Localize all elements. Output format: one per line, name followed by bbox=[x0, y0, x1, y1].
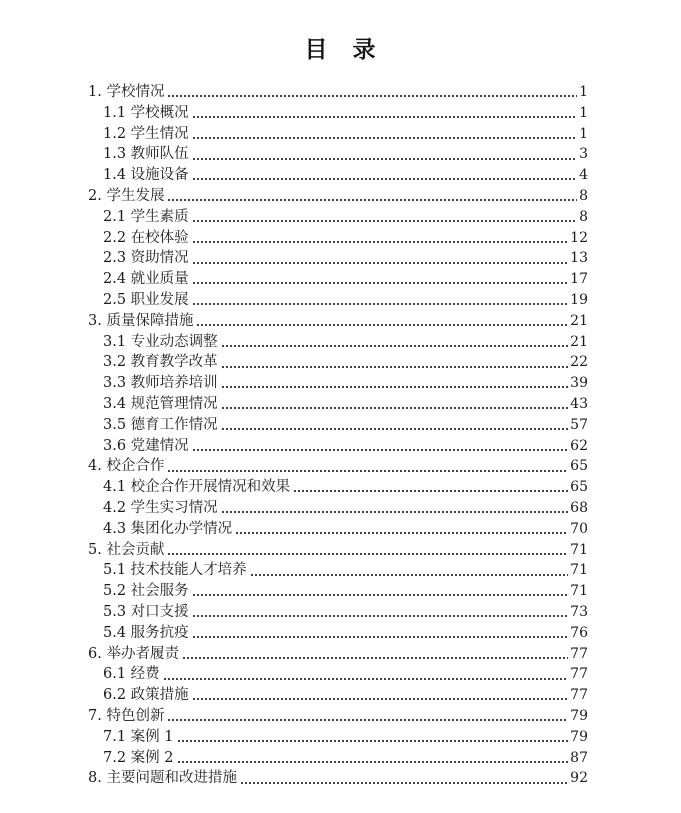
toc-entry-label: 2.5 职业发展 bbox=[103, 291, 189, 308]
toc-entry-label: 2.3 资助情况 bbox=[103, 250, 189, 267]
toc-entry-page: 1 bbox=[579, 125, 588, 142]
toc-entry-page: 43 bbox=[570, 395, 588, 412]
toc-entry-label: 6. 举办者履责 bbox=[88, 645, 179, 662]
toc-list bbox=[88, 82, 588, 789]
toc-entry-8[interactable] bbox=[88, 228, 588, 249]
toc-entry-label: 5.1 技术技能人才培养 bbox=[103, 562, 247, 579]
toc-entry-page: 1 bbox=[579, 84, 588, 100]
toc-entry-label: 5.4 服务抗疫 bbox=[103, 624, 189, 641]
toc-entry-label: 4. 校企合作 bbox=[88, 458, 165, 475]
toc-entry-label: 3.4 规范管理情况 bbox=[103, 395, 218, 412]
toc-entry-13[interactable] bbox=[88, 332, 588, 353]
toc-entry-page: 65 bbox=[570, 479, 588, 496]
dot-leader bbox=[221, 332, 569, 353]
toc-entry-label: 4.1 校企合作开展情况和效果 bbox=[103, 479, 291, 496]
toc-entry-7[interactable] bbox=[88, 207, 588, 228]
toc-entry-page: 70 bbox=[570, 520, 588, 537]
toc-entry-page: 57 bbox=[570, 416, 588, 433]
toc-entry-33[interactable] bbox=[88, 748, 588, 769]
toc-entry-label: 4.2 学生实习情况 bbox=[103, 499, 218, 516]
toc-entry-label: 2. 学生发展 bbox=[88, 187, 165, 204]
toc-entry-page: 4 bbox=[579, 167, 588, 184]
dot-leader bbox=[192, 290, 569, 311]
toc-entry-label: 1. 学校情况 bbox=[88, 84, 165, 100]
dot-leader bbox=[221, 373, 569, 394]
page-title: 目 录 bbox=[304, 36, 377, 63]
toc-entry-29[interactable] bbox=[88, 664, 588, 685]
toc-entry-page: 13 bbox=[570, 250, 588, 267]
dot-leader bbox=[167, 456, 568, 477]
dot-leader bbox=[235, 519, 568, 540]
dot-leader bbox=[192, 602, 569, 623]
toc-entry-6[interactable] bbox=[88, 186, 588, 207]
dot-leader bbox=[177, 727, 569, 748]
toc-entry-4[interactable] bbox=[88, 144, 588, 165]
dot-leader bbox=[221, 394, 569, 415]
toc-entry-31[interactable] bbox=[88, 706, 588, 727]
toc-entry-page: 79 bbox=[570, 728, 588, 745]
toc-entry-14[interactable] bbox=[88, 352, 588, 373]
toc-entry-25[interactable] bbox=[88, 581, 588, 602]
toc-entry-label: 3.6 党建情况 bbox=[103, 437, 189, 454]
dot-leader bbox=[250, 560, 569, 581]
toc-entry-page: 1 bbox=[579, 104, 588, 121]
toc-entry-30[interactable] bbox=[88, 685, 588, 706]
toc-entry-page: 21 bbox=[570, 333, 588, 350]
toc-entry-16[interactable] bbox=[88, 394, 588, 415]
toc-entry-page: 76 bbox=[570, 624, 588, 641]
dot-leader bbox=[293, 477, 568, 498]
dot-leader bbox=[192, 144, 577, 165]
toc-entry-page: 71 bbox=[570, 541, 588, 558]
dot-leader bbox=[221, 352, 569, 373]
dot-leader bbox=[196, 311, 568, 332]
dot-leader bbox=[192, 436, 569, 457]
dot-leader bbox=[221, 415, 569, 436]
toc-entry-page: 77 bbox=[570, 645, 588, 662]
toc-entry-21[interactable] bbox=[88, 498, 588, 519]
toc-entry-page: 8 bbox=[579, 187, 588, 204]
dot-leader bbox=[192, 165, 577, 186]
dot-leader bbox=[192, 248, 569, 269]
dot-leader bbox=[182, 644, 568, 665]
toc-entry-page: 65 bbox=[570, 458, 588, 475]
toc-entry-label: 1.4 设施设备 bbox=[103, 167, 189, 184]
toc-entry-19[interactable] bbox=[88, 456, 588, 477]
toc-entry-24[interactable] bbox=[88, 560, 588, 581]
toc-entry-label: 5. 社会贡献 bbox=[88, 541, 165, 558]
toc-entry-20[interactable] bbox=[88, 477, 588, 498]
toc-entry-15[interactable] bbox=[88, 373, 588, 394]
toc-entry-label: 2.4 就业质量 bbox=[103, 271, 189, 288]
toc-entry-28[interactable] bbox=[88, 644, 588, 665]
dot-leader bbox=[177, 748, 569, 769]
toc-entry-label: 8. 主要问题和改进措施 bbox=[88, 770, 237, 787]
toc-entry-label: 3.3 教师培养培训 bbox=[103, 375, 218, 392]
toc-entry-page: 92 bbox=[570, 770, 588, 787]
toc-entry-page: 39 bbox=[570, 375, 588, 392]
toc-entry-page: 17 bbox=[570, 271, 588, 288]
dot-leader bbox=[221, 498, 569, 519]
toc-entry-label: 5.2 社会服务 bbox=[103, 583, 189, 600]
toc-entry-label: 3. 质量保障措施 bbox=[88, 312, 194, 329]
toc-entry-page: 73 bbox=[570, 603, 588, 620]
toc-entry-11[interactable] bbox=[88, 290, 588, 311]
toc-entry-label: 6.1 经费 bbox=[103, 666, 160, 683]
toc-entry-label: 1.1 学校概况 bbox=[103, 104, 189, 121]
toc-entry-17[interactable] bbox=[88, 415, 588, 436]
toc-entry-page: 68 bbox=[570, 499, 588, 516]
dot-leader bbox=[240, 768, 568, 789]
toc-entry-page: 3 bbox=[579, 146, 588, 163]
toc-entry-label: 5.3 对口支援 bbox=[103, 603, 189, 620]
toc-entry-9[interactable] bbox=[88, 248, 588, 269]
toc-entry-page: 21 bbox=[570, 312, 588, 329]
toc-entry-label: 1.2 学生情况 bbox=[103, 125, 189, 142]
toc-entry-page: 8 bbox=[579, 208, 588, 225]
toc-entry-2[interactable] bbox=[88, 103, 588, 124]
toc-entry-12[interactable] bbox=[88, 311, 588, 332]
toc-entry-page: 77 bbox=[570, 687, 588, 704]
dot-leader bbox=[163, 664, 569, 685]
toc-entry-32[interactable] bbox=[88, 727, 588, 748]
toc-entry-26[interactable] bbox=[88, 602, 588, 623]
toc-entry-page: 87 bbox=[570, 749, 588, 766]
dot-leader bbox=[167, 186, 577, 207]
dot-leader bbox=[167, 82, 577, 103]
toc-entry-34[interactable] bbox=[88, 768, 588, 789]
toc-entry-label: 6.2 政策措施 bbox=[103, 687, 189, 704]
toc-entry-label: 2.1 学生素质 bbox=[103, 208, 189, 225]
dot-leader bbox=[192, 103, 577, 124]
toc-entry-label: 3.2 教育教学改革 bbox=[103, 354, 218, 371]
dot-leader bbox=[167, 706, 568, 727]
toc-entry-page: 12 bbox=[570, 229, 588, 246]
toc-entry-page: 79 bbox=[570, 707, 588, 724]
toc-entry-page: 77 bbox=[570, 666, 588, 683]
toc-entry-label: 4.3 集团化办学情况 bbox=[103, 520, 233, 537]
dot-leader bbox=[167, 540, 568, 561]
toc-entry-10[interactable] bbox=[88, 269, 588, 290]
dot-leader bbox=[192, 685, 569, 706]
toc-entry-page: 71 bbox=[570, 583, 588, 600]
dot-leader bbox=[192, 269, 569, 290]
toc-entry-page: 22 bbox=[570, 354, 588, 371]
toc-entry-5[interactable] bbox=[88, 165, 588, 186]
toc-entry-18[interactable] bbox=[88, 436, 588, 457]
dot-leader bbox=[192, 207, 577, 228]
toc-entry-label: 3.5 德育工作情况 bbox=[103, 416, 218, 433]
dot-leader bbox=[192, 124, 577, 145]
toc-entry-3[interactable] bbox=[88, 124, 588, 145]
dot-leader bbox=[192, 623, 569, 644]
toc-entry-label: 7.2 案例 2 bbox=[103, 749, 174, 766]
toc-entry-label: 2.2 在校体验 bbox=[103, 229, 189, 246]
toc-entry-page: 71 bbox=[570, 562, 588, 579]
toc-entry-23[interactable] bbox=[88, 540, 588, 561]
toc-entry-label: 7.1 案例 1 bbox=[103, 728, 174, 745]
toc-entry-label: 7. 特色创新 bbox=[88, 707, 165, 724]
toc-entry-22[interactable] bbox=[88, 519, 588, 540]
dot-leader bbox=[192, 228, 569, 249]
toc-entry-1[interactable] bbox=[88, 82, 588, 103]
toc-entry-label: 3.1 专业动态调整 bbox=[103, 333, 218, 350]
toc-entry-27[interactable] bbox=[88, 623, 588, 644]
toc-entry-page: 19 bbox=[570, 291, 588, 308]
toc-entry-page: 62 bbox=[570, 437, 588, 454]
toc-entry-label: 1.3 教师队伍 bbox=[103, 146, 189, 163]
dot-leader bbox=[192, 581, 569, 602]
